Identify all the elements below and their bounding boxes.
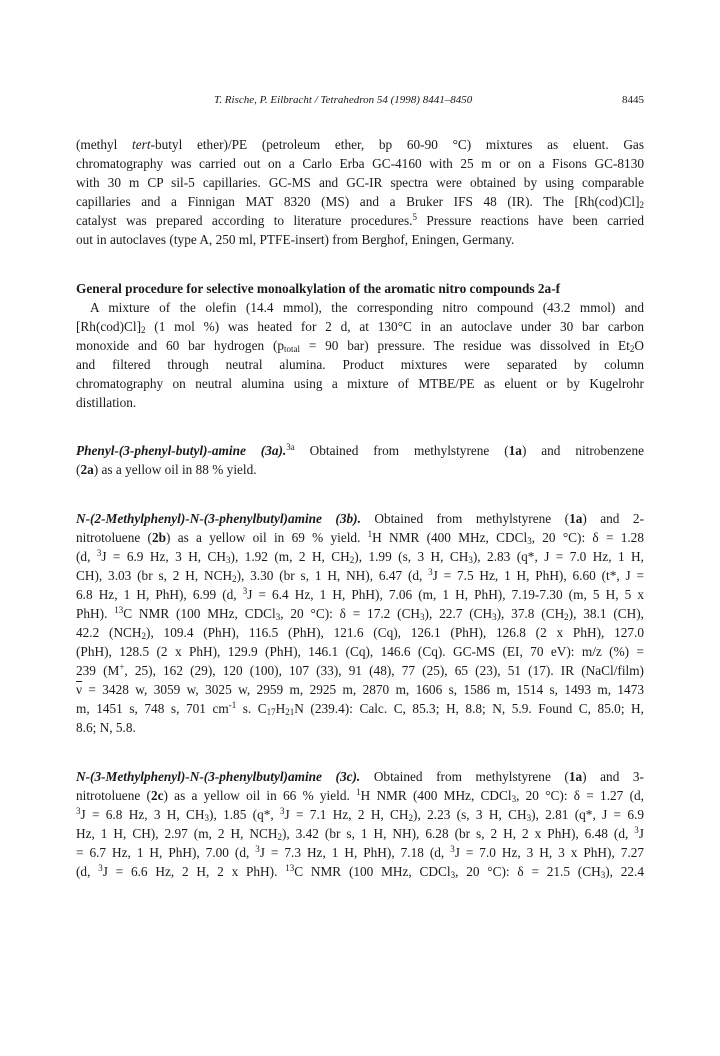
- text-line: nitrotoluene (2c) as a yellow oil in 66 % yield. $^1$H NMR (400 MHz, CDCl$_3$, 20 °C): δ = 1.27 (d,: [76, 787, 644, 804]
- compound-name: Phenyl-(3-phenyl-butyl)-amine (3a).: [76, 443, 287, 458]
- text-line: (d, $^3$J = 6.6 Hz, 2 H, 2 x PhH). $^{13}$C NMR (100 MHz, CDCl$_3$, 20 °C): δ = 21.5 $(CH_3)$, 22.4: [76, 863, 645, 880]
- text-line: chromatography on neutral alumina using a mixture of MTBE/PE as eluent or by Kugelrohr: [76, 376, 644, 391]
- text-line: Phenyl-(3-phenyl-butyl)-amine (3a).$^{3a}$ Obtained from methylstyrene (1a) and nitrobenzene: [76, 442, 644, 458]
- text-line: 42.2 $(NCH_2)$, 109.4 (PhH), 116.5 (PhH), 121.6 (Cq), 126.1 (PhH), 126.8 (2 x PhH), 127.0: [76, 625, 645, 641]
- text-line: chromatography was carried out on a Carlo Erba GC-4160 with 25 m or on a Fisons GC-8130: [76, 156, 644, 171]
- text-line: 239 (M+, 25), 162 (29), 120 (100), 107 (33), 91 (48), 77 (25), 65 (23), 51 (17). IR (NaCl/film): [76, 662, 644, 678]
- text-line: catalyst was prepared according to literature procedures.$^5$ Pressure reactions have been carried: [76, 212, 644, 228]
- compound-name: N-(2-Methylphenyl)-N-(3-phenylbutyl)amine (3b).: [76, 511, 361, 526]
- journal-citation: T. Rische, P. Eilbracht / Tetrahedron 54 (1998) 8441–8450: [214, 94, 473, 106]
- text-line: distillation.: [76, 395, 137, 410]
- text-line: and filtered through neutral alumina. Product mixtures were separated by column: [76, 357, 644, 372]
- text-line: A mixture of the olefin (14.4 mmol), the corresponding nitro compound (43.2 mmol) and: [90, 300, 644, 315]
- text-line: CH), 3.03 (br s, 2 H, $NCH_2$), 3.30 (br s, 1 H, NH), 6.47 (d, $^3$J = 7.5 Hz, 1 H, PhH), 6.60 (t*, J =: [76, 567, 644, 584]
- text-line: 6.8 Hz, 1 H, PhH), 6.99 (d, $^3$J = 6.4 Hz, 1 H, PhH), 7.06 (m, 1 H, PhH), 7.19-7.30 (m, 5 H, 5 x: [76, 586, 644, 602]
- text-line: Hz, 1 H, CH), 2.97 (m, 2 H, $NCH_2$), 3.42 (br s, 1 H, NH), 6.28 (br s, 2 H, 2 x PhH), 6.48 (d, $^3$J: [76, 825, 644, 842]
- text-line: $\overline{\nu} = 3428$ w, 3059 w, 3025 w, 2959 m, 2925 m, 2870 m, 1606 s, 1586 m, 1514 s, 1493 m, 1473: [76, 682, 644, 697]
- page-number: 8445: [622, 94, 644, 106]
- text-line: 8.6; N, 5.8.: [76, 720, 136, 735]
- text-line: = 6.7 Hz, 1 H, PhH), 7.00 (d, $^3$J = 7.3 Hz, 1 H, PhH), 7.18 (d, $^3$J = 7.0 Hz, 3 H, 3 x PhH), 7.27: [76, 844, 645, 860]
- running-header: [0, 93, 720, 109]
- text-line: m, 1451 s, 748 s, 701 $cm^{-1}$ s. $C_{17}H_{21}N$ (239.4): Calc. C, 85.3; H, 8.8; N, 5.9. Found C, 85.0; H,: [76, 700, 644, 717]
- text-line: with 30 m CP sil-5 capillaries. GC-MS and GC-IR spectra were obtained by using comparable: [76, 175, 644, 190]
- text-line: N-(2-Methylphenyl)-N-(3-phenylbutyl)amine (3b). Obtained from methylstyrene (1a) and 2-: [76, 511, 644, 526]
- text-line: (PhH), 128.5 (2 x PhH), 129.9 (PhH), 146.1 (Cq), 146.6 (Cq). GC-MS (EI, 70 eV): m/z (%) =: [76, 644, 644, 659]
- text-line: capillaries and a Finnigan MAT 8320 (MS) and a Bruker IFS 48 (IR). The $[Rh(cod)Cl]_2$: [76, 194, 644, 210]
- text-line: $^3$J = 6.8 Hz, 3 H, $CH_3$), 1.85 (q*, $^3$J = 7.1 Hz, 2 H, $CH_2$), 2.23 (s, 3 H, $CH_3$), 2.81 (q*, J = 6.9: [76, 806, 644, 823]
- text-line: (d, $^3$J = 6.9 Hz, 3 H, $CH_3$), 1.92 (m, 2 H, $CH_2$), 1.99 (s, 3 H, $CH_3$), 2.83 (q*, J = 7.0 Hz, 1 H,: [76, 548, 644, 565]
- text-line: out in autoclaves (type A, 250 ml, PTFE-insert) from Berghof, Eningen, Germany.: [76, 232, 515, 247]
- text-line: N-(3-Methylphenyl)-N-(3-phenylbutyl)amine (3c). Obtained from methylstyrene (1a) and 3-: [76, 769, 644, 784]
- text-line: monoxide and 60 bar hydrogen ($p_{total} = 90$ bar) pressure. The residue was dissolved in $Et_2O$: [76, 338, 644, 354]
- compound-name: N-(3-Methylphenyl)-N-(3-phenylbutyl)amine (3c).: [76, 769, 361, 784]
- text-line: (methyl tert-butyl ether)/PE (petroleum ether, bp 60-90 °C) mixtures as eluent. Gas: [76, 137, 644, 152]
- text-line: PhH). $^{13}$C NMR (100 MHz, CDCl$_3$, 20 °C): δ = 17.2 $(CH_3)$, 22.7 $(CH_3)$, 37.8 $(CH_2)$, 38.1 (CH),: [76, 605, 644, 622]
- text-line: $[Rh(cod)Cl]_2$ (1 mol %) was heated for 2 d, at 130°C in an autoclave under 30 bar carbon: [76, 319, 644, 335]
- text-line: nitrotoluene (2b) as a yellow oil in 69 % yield. $^1$H NMR (400 MHz, CDCl$_3$, 20 °C): δ = 1.28: [76, 529, 644, 546]
- section-heading: General procedure for selective monoalkylation of the aromatic nitro compounds 2a-f: [76, 281, 561, 296]
- text-line: (2a) as a yellow oil in 88 % yield.: [76, 462, 257, 477]
